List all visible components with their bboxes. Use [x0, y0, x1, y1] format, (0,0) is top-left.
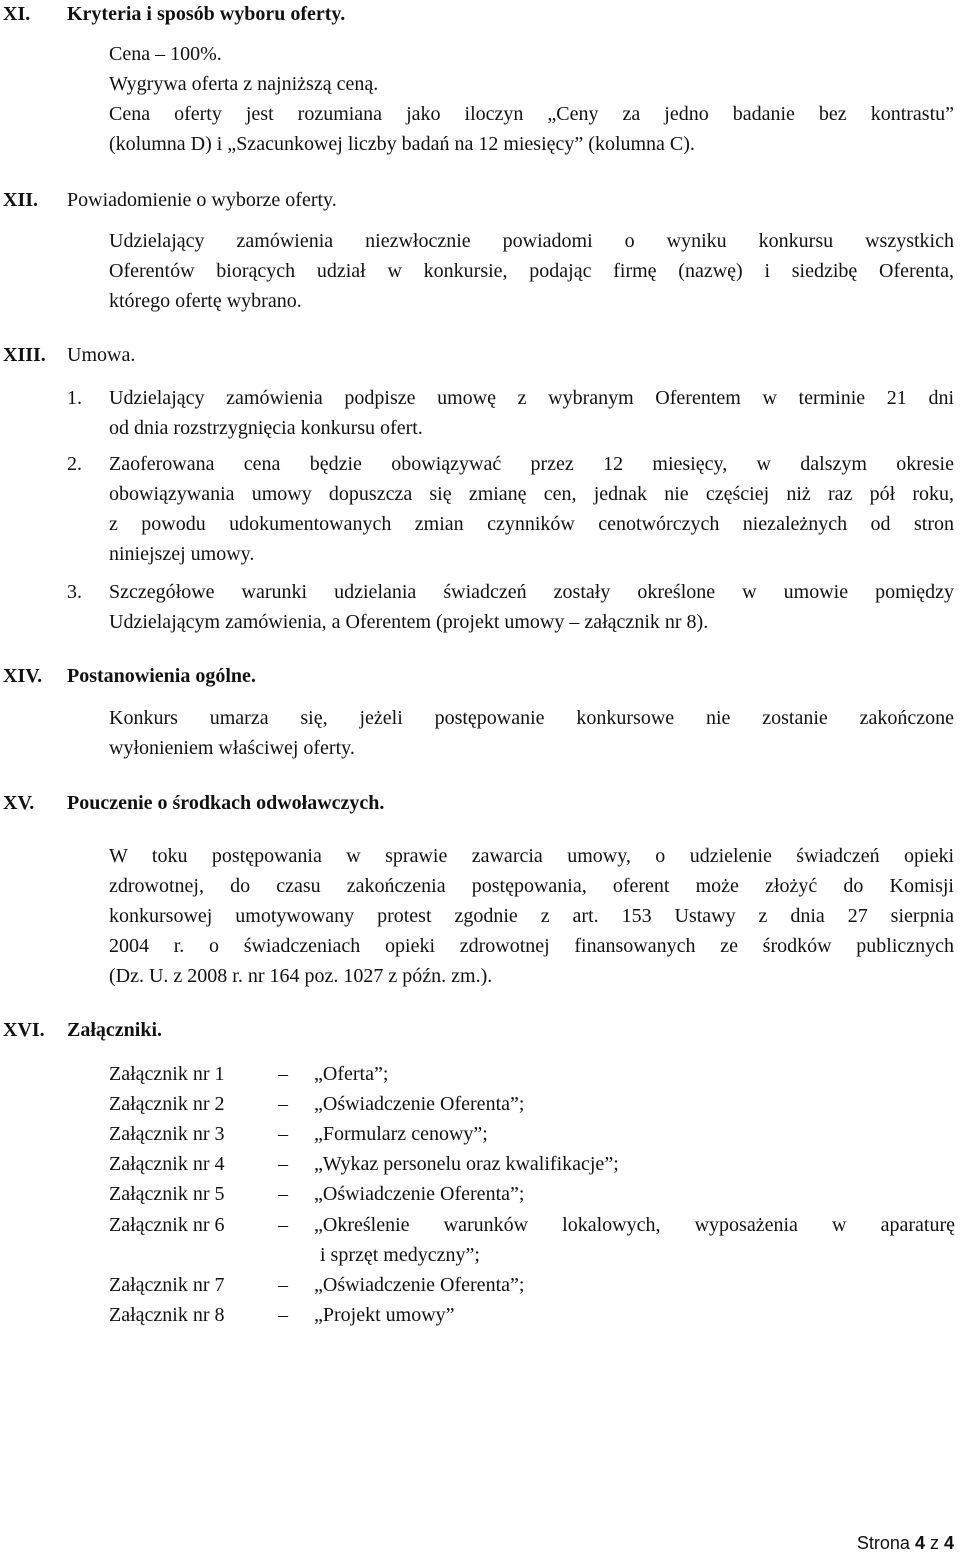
page-label: Strona	[856, 1533, 910, 1553]
section-title: Umowa.	[67, 344, 136, 366]
attachment-dash: –	[278, 1123, 288, 1145]
attachment-name: Załącznik nr 1	[109, 1063, 225, 1085]
paragraph-line: (kolumna D) i „Szacunkowej liczby badań na 12 miesięcy” (kolumna C).	[109, 133, 695, 155]
page-number	[857, 1532, 954, 1554]
attachment-name: Załącznik nr 4	[109, 1153, 225, 1175]
list-item-number: 2.	[67, 453, 82, 475]
list-item-line: z powodu udokumentowanych zmian czynników cenotwórczych niezależnych od stron	[109, 513, 954, 535]
attachment-description: „Formularz cenowy”;	[314, 1123, 488, 1145]
list-item-line: Udzielający zamówienia podpisze umowę z wybranym Oferentem w terminie 21 dni	[109, 387, 954, 409]
section-number: XIII.	[3, 344, 46, 366]
attachment-name: Załącznik nr 6	[109, 1214, 225, 1236]
paragraph-line: Cena – 100%.	[109, 43, 222, 65]
paragraph-line: Udzielający zamówienia niezwłocznie powiadomi o wyniku konkursu wszystkich	[109, 230, 954, 252]
attachment-name: Załącznik nr 7	[109, 1274, 225, 1296]
section-number: XII.	[3, 189, 39, 211]
paragraph-line: Konkurs umarza się, jeżeli postępowanie konkursowe nie zostanie zakończone	[109, 707, 954, 729]
list-item-line: niniejszej umowy.	[109, 543, 255, 565]
paragraph-line: którego ofertę wybrano.	[109, 290, 302, 312]
attachment-description: „Wykaz personelu oraz kwalifikacje”;	[314, 1153, 619, 1175]
attachment-description: „Określenie warunków lokalowych, wyposażenia w aparaturę	[314, 1214, 955, 1236]
attachment-description: „Projekt umowy”	[314, 1304, 455, 1326]
total-pages: 4	[943, 1533, 954, 1553]
list-item-line: od dnia rozstrzygnięcia konkursu ofert.	[109, 417, 423, 439]
attachment-dash: –	[278, 1183, 288, 1205]
list-item-line: Udzielającym zamówienia, a Oferentem (projekt umowy – załącznik nr 8).	[109, 611, 709, 633]
paragraph-line: W toku postępowania w sprawie zawarcia umowy, o udzielenie świadczeń opieki	[109, 845, 954, 867]
paragraph-line: zdrowotnej, do czasu zakończenia postępowania, oferent może złożyć do Komisji	[109, 875, 954, 897]
section-number: XVI.	[3, 1019, 45, 1041]
list-item-line: Zaoferowana cena będzie obowiązywać przez 12 miesięcy, w dalszym okresie	[109, 453, 954, 475]
list-item-line: obowiązywania umowy dopuszcza się zmianę cen, jednak nie częściej niż raz pół roku,	[109, 483, 954, 505]
attachment-description: „Oświadczenie Oferenta”;	[314, 1274, 525, 1296]
attachment-description: „Oferta”;	[314, 1063, 389, 1085]
attachment-dash: –	[278, 1093, 288, 1115]
current-page: 4	[914, 1533, 925, 1553]
attachment-name: Załącznik nr 2	[109, 1093, 225, 1115]
paragraph-line: konkursowej umotywowany protest zgodnie z art. 153 Ustawy z dnia 27 sierpnia	[109, 905, 954, 927]
list-item-number: 1.	[67, 387, 82, 409]
paragraph-line: (Dz. U. z 2008 r. nr 164 poz. 1027 z późn. zm.).	[109, 965, 493, 987]
section-title: Powiadomienie o wyborze oferty.	[67, 189, 337, 211]
section-number: XI.	[3, 3, 31, 25]
section-title: Postanowienia ogólne.	[67, 665, 256, 687]
attachment-dash: –	[278, 1274, 288, 1296]
paragraph-line: Wygrywa oferta z najniższą ceną.	[109, 73, 379, 95]
section-number: XV.	[3, 792, 35, 814]
section-title: Pouczenie o środkach odwoławczych.	[67, 792, 385, 814]
paragraph-line: wyłonieniem właściwej oferty.	[109, 737, 355, 759]
attachment-dash: –	[278, 1304, 288, 1326]
paragraph-line: Oferentów biorących udział w konkursie, podając firmę (nazwę) i siedzibę Oferenta,	[109, 260, 954, 282]
list-item-number: 3.	[67, 581, 82, 603]
paragraph-line: 2004 r. o świadczeniach opieki zdrowotnej finansowanych ze środków publicznych	[109, 935, 954, 957]
attachment-name: Załącznik nr 5	[109, 1183, 225, 1205]
attachment-dash: –	[278, 1153, 288, 1175]
attachment-description-continuation: i sprzęt medyczny”;	[320, 1244, 480, 1266]
list-item-line: Szczegółowe warunki udzielania świadczeń zostały określone w umowie pomiędzy	[109, 581, 954, 603]
attachment-name: Załącznik nr 3	[109, 1123, 225, 1145]
section-number: XIV.	[3, 665, 43, 687]
attachment-description: „Oświadczenie Oferenta”;	[314, 1183, 525, 1205]
attachment-dash: –	[278, 1063, 288, 1085]
page-separator: z	[929, 1533, 939, 1553]
attachment-dash: –	[278, 1214, 288, 1236]
attachment-name: Załącznik nr 8	[109, 1304, 225, 1326]
section-title: Załączniki.	[67, 1019, 163, 1041]
section-title: Kryteria i sposób wyboru oferty.	[67, 3, 346, 25]
attachment-description: „Oświadczenie Oferenta”;	[314, 1093, 525, 1115]
paragraph-line: Cena oferty jest rozumiana jako iloczyn „Ceny za jedno badanie bez kontrastu”	[109, 103, 954, 125]
